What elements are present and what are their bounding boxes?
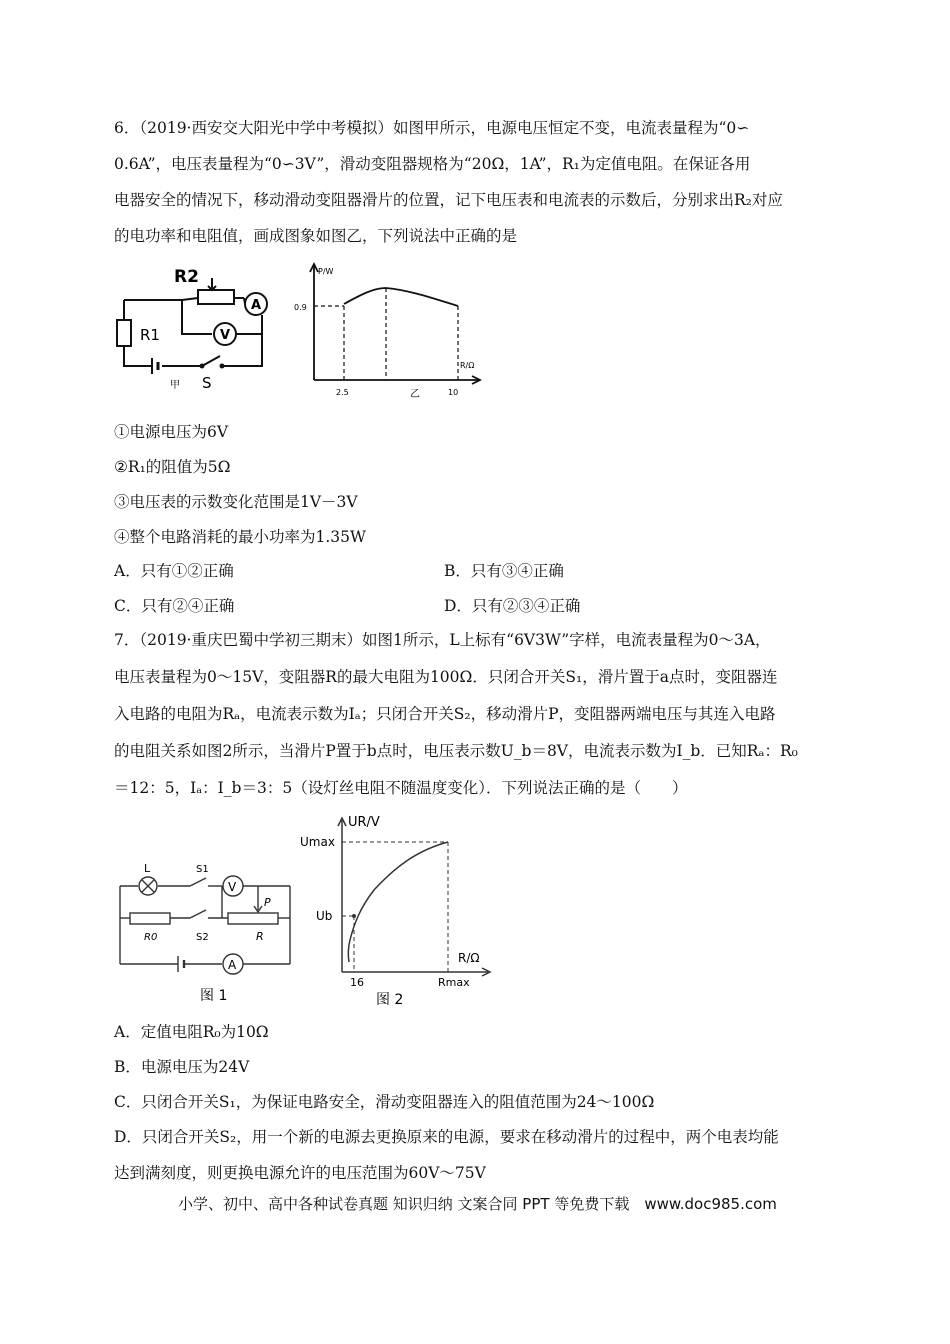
slider-p-label: P [264, 896, 271, 909]
q6-line-1: 6．（2019·西安交大阳光中学中考模拟）如图甲所示，电源电压恒定不变，电流表量程为“0∽ [114, 119, 750, 137]
q6-statement-4: ④整个电路消耗的最小功率为1.35W [114, 528, 366, 546]
q6-option-d[interactable]: D．只有②③④正确 [444, 597, 581, 615]
q7-line-4: 的电阻关系如图2所示，当滑片P置于b点时，电压表示数U_b＝8V，电流表示数为I_b．已知Rₐ：R₀ [114, 742, 798, 760]
q7-option-c[interactable]: C．只闭合开关S₁，为保证电路安全，滑动变阻器连入的阻值范围为24～100Ω [114, 1093, 655, 1111]
fig1-caption: 图 1 [200, 988, 228, 1004]
ammeter-icon: A [251, 298, 262, 313]
fig2-caption: 图 2 [376, 992, 404, 1008]
q7-line-2: 电压表量程为0～15V，变阻器R的最大电阻为100Ω．只闭合开关S₁，滑片置于a点时，变阻器连 [114, 668, 778, 686]
fig2-y-label: UR/V [348, 815, 380, 830]
q6-option-b[interactable]: B．只有③④正确 [444, 562, 564, 580]
q7-line-3: 入电路的电阻为Rₐ，电流表示数为Iₐ；只闭合开关S₂，移动滑片P，变阻器两端电压与其连入电路 [114, 705, 776, 723]
y-axis-label: P/W [318, 267, 334, 276]
switch-label: S [202, 374, 212, 392]
umax-label: Umax [300, 835, 335, 849]
voltage-curve [350, 842, 448, 940]
q7-option-d-cont: 达到满刻度，则更换电源允许的电压范围为60V～75V [114, 1164, 486, 1182]
q6-statement-3: ③电压表的示数变化范围是1V－3V [114, 493, 358, 511]
q6-option-a[interactable]: A．只有①②正确 [114, 562, 234, 580]
fig-yi-caption: 乙 [410, 389, 420, 400]
r0-label: R0 [144, 932, 158, 943]
q6-statement-2: ②R₁的阻值为5Ω [114, 458, 231, 476]
s1-label: S1 [196, 864, 209, 875]
fig-jia-caption: 甲 [170, 380, 180, 391]
q7-voltage-graph [298, 812, 494, 1008]
lamp-label: L [144, 862, 151, 875]
q6-line-3: 电器安全的情况下，移动滑动变阻器滑片的位置，记下电压表和电流表的示数后，分别求出R₂对应 [114, 191, 783, 209]
rmax-label: Rmax [438, 976, 470, 989]
voltmeter-icon: V [220, 328, 231, 343]
s2-label: S2 [196, 932, 209, 943]
r2-label: R2 [174, 267, 199, 287]
y-tick-0.9: 0.9 [294, 303, 307, 312]
q6-option-c[interactable]: C．只有②④正确 [114, 597, 235, 615]
x-tick-2.5: 2.5 [336, 388, 349, 397]
q6-line-4: 的电功率和电阻值，画成图象如图乙，下列说法中正确的是 [114, 227, 518, 245]
r-label: R [256, 930, 264, 943]
power-curve [344, 288, 458, 306]
q6-statement-1: ①电源电压为6V [114, 423, 229, 441]
q7-option-d[interactable]: D．只闭合开关S₂，用一个新的电源去更换原来的电源，要求在移动滑片的过程中，两个电表均能 [114, 1128, 779, 1146]
q6-line-2: 0.6A”，电压表量程为“0∽3V”，滑动变阻器规格为“20Ω，1A”，R₁为定值电阻。在保证各用 [114, 155, 751, 173]
q6-power-graph [290, 258, 486, 400]
x-axis-label: R/Ω [460, 361, 475, 370]
q6-circuit-figure [112, 258, 292, 398]
ub-label: Ub [316, 909, 333, 923]
q7-option-a[interactable]: A．定值电阻R₀为10Ω [114, 1023, 269, 1041]
x-tick-16: 16 [350, 976, 364, 989]
q7-line-1: 7．（2019·重庆巴蜀中学初三期末）如图1所示，L上标有“6V3W”字样，电流表量程为0～3A， [114, 631, 771, 649]
q7-circuit-figure [112, 856, 302, 1006]
fig1-voltmeter-icon: V [228, 880, 237, 894]
q7-option-b[interactable]: B．电源电压为24V [114, 1058, 250, 1076]
fig2-x-label: R/Ω [458, 951, 480, 965]
page-footer: 小学、初中、高中各种试卷真题 知识归纳 文案合同 PPT 等免费下载 www.doc985.com [178, 1195, 777, 1213]
x-tick-10: 10 [448, 388, 459, 397]
r1-label: R1 [140, 326, 160, 344]
fig1-ammeter-icon: A [228, 958, 237, 972]
q7-line-5: ＝12：5，Iₐ：I_b＝3：5（设灯丝电阻不随温度变化）．下列说法正确的是（ ） [114, 779, 688, 797]
